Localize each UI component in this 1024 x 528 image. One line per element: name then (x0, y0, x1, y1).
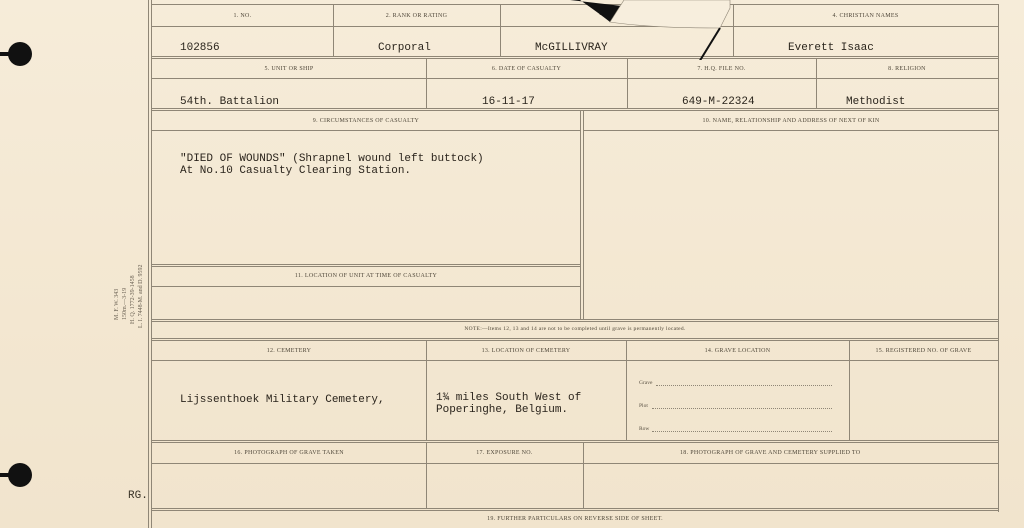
label-circumstances: 9. CIRCUMSTANCES OF CASUALTY (312, 118, 420, 124)
rule (152, 508, 998, 511)
rule (152, 108, 998, 111)
rank-value: Corporal (378, 42, 431, 54)
rule (152, 286, 580, 287)
rule (152, 78, 998, 79)
rule (152, 319, 998, 322)
rule (152, 130, 580, 131)
label-registered-no: 15. REGISTERED NO. OF GRAVE (875, 348, 972, 354)
label-christian-names: 4. CHRISTIAN NAMES (832, 13, 899, 19)
label-cemetery: 12. CEMETERY (266, 348, 312, 354)
label-exposure: 17. EXPOSURE NO. (476, 450, 533, 456)
label-photo-taken: 16. PHOTOGRAPH OF GRAVE TAKEN (234, 450, 344, 456)
margin-print-line: M. F. W. 343 (114, 288, 120, 320)
row-label: Row (639, 426, 650, 432)
rule (152, 264, 580, 267)
rule (152, 360, 998, 361)
rule (583, 110, 584, 320)
punch-hole (8, 463, 32, 487)
label-no: 1. NO. (233, 13, 252, 19)
rule (152, 440, 998, 443)
unit-value: 54th. Battalion (180, 96, 280, 108)
rule (849, 341, 850, 441)
date-value: 16-11-17 (482, 96, 535, 108)
label-rank: 2. RANK OR RATING (385, 13, 448, 19)
rule (333, 4, 334, 57)
rule (626, 341, 627, 441)
plot-line (652, 408, 832, 409)
rule (584, 130, 998, 131)
rule (580, 110, 581, 320)
label-next-of-kin: 10. NAME, RELATIONSHIP AND ADDRESS OF NEXT OF KIN (702, 118, 880, 124)
label-location-unit: 11. LOCATION OF UNIT AT TIME OF CASUALTY (294, 273, 438, 279)
file-no-value: 649-M-22324 (682, 96, 755, 108)
label-grave-location: 14. GRAVE LOCATION (704, 348, 771, 354)
rule (152, 463, 998, 464)
plot-label: Plot (639, 403, 648, 409)
margin-print (96, 232, 156, 328)
margin-print-line: 150m.—3-19 (122, 287, 128, 320)
punch-hole (8, 42, 32, 66)
label-file-no: 7. H.Q. FILE NO. (697, 66, 746, 72)
margin-print-line: H. Q. 1772-39-1458 (130, 275, 136, 324)
margin-print-line: L. I. 7448-M. and D. 9592 (138, 264, 144, 328)
grave-line (656, 385, 832, 386)
cemetery-location-line-1: 1¾ miles South West of (436, 392, 582, 404)
religion-value: Methodist (846, 96, 906, 108)
label-unit: 5. UNIT OR SHIP (264, 66, 314, 72)
rule (152, 338, 998, 341)
label-date: 6. DATE OF CASUALTY (491, 66, 562, 72)
cemetery-location-line-2: Poperinghe, Belgium. (436, 404, 569, 416)
service-number: 102856 (180, 42, 220, 54)
label-location-cemetery: 13. LOCATION OF CEMETERY (481, 348, 571, 354)
rg-stamp: RG. (128, 490, 148, 502)
circumstances-line-1: "DIED OF WOUNDS" (Shrapnel wound left buttock) (180, 153, 484, 165)
christian-names-value: Everett Isaac (788, 42, 874, 54)
label-religion: 8. RELIGION (888, 66, 926, 72)
rule (998, 4, 999, 512)
note-text: NOTE:—Items 12, 13 and 14 are not to be completed until grave is permanently located. (464, 326, 686, 332)
rule (500, 4, 501, 57)
label-further: 19. FURTHER PARTICULARS ON REVERSE SIDE OF SHEET. (487, 516, 663, 522)
torn-paper (570, 0, 740, 60)
rule (426, 341, 427, 441)
cemetery-value: Lijssenthoek Military Cemetery, (180, 394, 385, 406)
surname-value: McGILLIVRAY (535, 42, 608, 54)
row-line (652, 431, 832, 432)
circumstances-line-2: At No.10 Casualty Clearing Station. (180, 165, 412, 177)
grave-label: Grave (639, 380, 653, 386)
label-photo-supplied: 18. PHOTOGRAPH OF GRAVE AND CEMETERY SUPPLIED TO (680, 450, 861, 456)
